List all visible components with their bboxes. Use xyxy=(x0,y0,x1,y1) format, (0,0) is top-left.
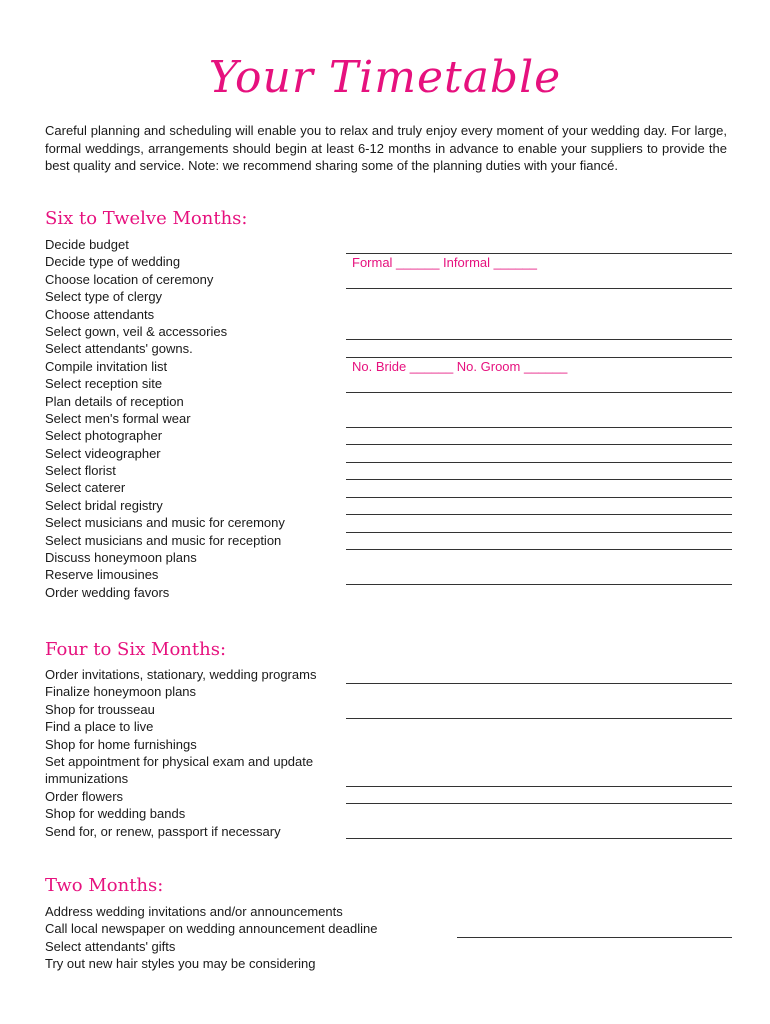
checklist-six-to-twelve xyxy=(45,236,285,601)
list-item: Select photographer xyxy=(45,428,163,444)
list-item: Choose location of ceremony xyxy=(45,271,214,287)
list-item: Select attendants' gifts xyxy=(45,938,176,954)
list-item: Reserve limousines xyxy=(45,567,159,583)
list-item: Compile invitation list xyxy=(45,358,168,374)
blank-line[interactable] xyxy=(346,288,732,289)
list-item: Shop for trousseau xyxy=(45,701,155,717)
guest-count-note: No. Bride ______ No. Groom ______ xyxy=(352,359,568,374)
list-item: Select musicians and music for reception xyxy=(45,532,282,548)
blank-line[interactable] xyxy=(346,479,732,480)
blank-line[interactable] xyxy=(346,253,732,254)
blank-line[interactable] xyxy=(346,339,732,340)
list-item: Select musicians and music for ceremony xyxy=(45,515,285,531)
blank-line[interactable] xyxy=(346,803,732,804)
blank-line[interactable] xyxy=(346,584,732,585)
list-item: Select videographer xyxy=(45,445,161,461)
list-item: Select caterer xyxy=(45,480,126,496)
blank-line[interactable] xyxy=(346,427,732,428)
blank-line[interactable] xyxy=(346,462,732,463)
section-heading-four-to-six: Four to Six Months: xyxy=(45,639,227,660)
checklist-two-months xyxy=(45,903,377,973)
list-item: Select attendants' gowns. xyxy=(45,341,193,357)
list-item: Set appointment for physical exam and update xyxy=(45,753,314,769)
blank-line[interactable] xyxy=(346,357,732,358)
list-item: Order flowers xyxy=(45,788,124,804)
blank-line[interactable] xyxy=(346,786,732,787)
list-item: Choose attendants xyxy=(45,306,155,322)
wedding-type-note: Formal ______ Informal ______ xyxy=(352,255,538,270)
blank-line[interactable] xyxy=(346,718,732,719)
list-item: Plan details of reception xyxy=(45,393,184,409)
list-item: Finalize honeymoon plans xyxy=(45,684,197,700)
list-item: Call local newspaper on wedding announcement deadline xyxy=(45,921,378,937)
list-item: Decide type of wedding xyxy=(45,254,181,270)
intro-paragraph: Careful planning and scheduling will enable you to relax and truly enjoy every moment of your wedding day. For large, formal weddings, arrangements should begin at least 6-12 months in advance to enable your suppliers to provide the best quality and service. Note: we recommend sharing some of the planning duties with your fiancé. xyxy=(45,123,727,173)
blank-line[interactable] xyxy=(346,514,732,515)
blank-line[interactable] xyxy=(346,549,732,550)
list-item: Select type of clergy xyxy=(45,289,163,305)
blank-line[interactable] xyxy=(346,532,732,533)
list-item: Select gown, veil & accessories xyxy=(45,323,228,339)
list-item: Send for, or renew, passport if necessary xyxy=(45,823,281,839)
list-item: immunizations xyxy=(45,771,129,787)
list-item: Order wedding favors xyxy=(45,584,170,600)
section-heading-two-months: Two Months: xyxy=(45,875,164,896)
blank-line[interactable] xyxy=(346,683,732,684)
list-item: Discuss honeymoon plans xyxy=(45,550,197,566)
list-item: Shop for home furnishings xyxy=(45,736,197,752)
list-item: Find a place to live xyxy=(45,719,154,735)
checklist-four-to-six xyxy=(45,666,316,840)
list-item: Select men's formal wear xyxy=(45,410,191,426)
list-item: Decide budget xyxy=(45,237,129,252)
section-heading-six-to-twelve: Six to Twelve Months: xyxy=(45,208,248,229)
blank-line[interactable] xyxy=(457,937,732,938)
blank-line[interactable] xyxy=(346,497,732,498)
list-item: Select reception site xyxy=(45,376,163,392)
blank-line[interactable] xyxy=(346,838,732,839)
list-item: Address wedding invitations and/or announcements xyxy=(45,904,343,919)
page-title: Your Timetable xyxy=(208,52,562,103)
list-item: Try out new hair styles you may be considering xyxy=(45,956,316,972)
list-item: Order invitations, stationary, wedding programs xyxy=(45,667,317,682)
list-item: Select bridal registry xyxy=(45,497,163,513)
blank-line[interactable] xyxy=(346,444,732,445)
blank-line[interactable] xyxy=(346,392,732,393)
list-item: Select florist xyxy=(45,463,116,479)
list-item: Shop for wedding bands xyxy=(45,806,186,822)
